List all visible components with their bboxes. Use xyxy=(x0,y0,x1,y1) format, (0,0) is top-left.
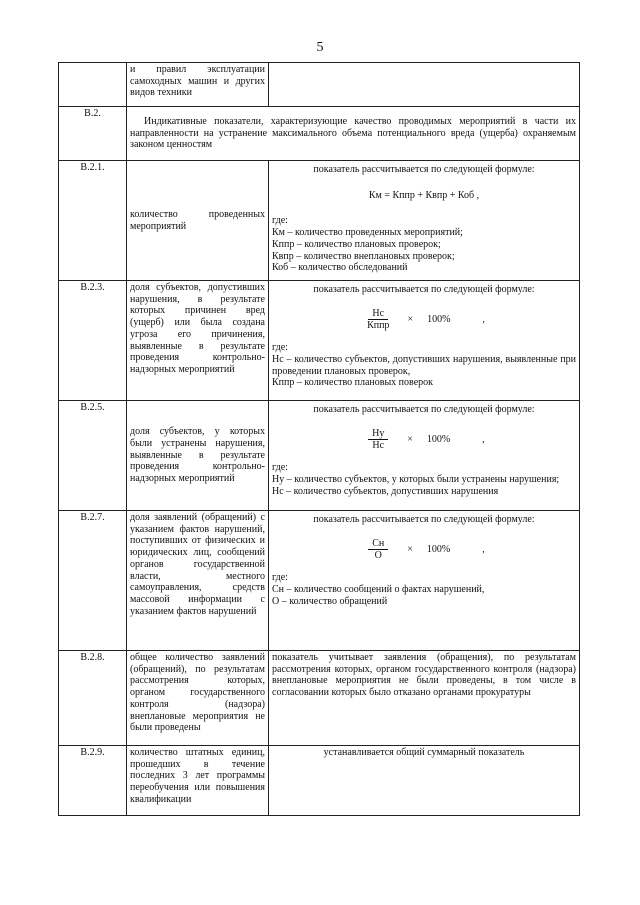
formula-title: показатель рассчитывается по следующей формуле: xyxy=(313,164,535,175)
fraction-numerator: Ну xyxy=(368,428,388,441)
formula-legend-line: Км – количество проведенных мероприятий; xyxy=(272,227,463,239)
indicators-table xyxy=(58,62,580,816)
row-description: количество проведенных мероприятий xyxy=(127,161,269,281)
fraction-denominator: Кппр xyxy=(367,320,390,332)
row-number: В.2.9. xyxy=(59,746,127,816)
where-label: где: xyxy=(272,215,288,227)
row-description: и правил эксплуатации самоходных машин и других видов техники xyxy=(127,63,269,107)
row-description: доля субъектов, у которых были устранены нарушения, выявленные в результате проведения контрольно-надзорных мероприятий xyxy=(127,401,269,511)
formula-title: показатель рассчитывается по следующей формуле: xyxy=(313,284,535,295)
table-row-b2 xyxy=(59,107,580,161)
formula-cell xyxy=(269,281,580,401)
row-value: показатель учитывает заявления (обращения), по результатам рассмотрения которых, органом государственного контроля (надзора) внеплановые мероприятия не были проведены, в том числе в согласовании которых было отказано органами прокуратуры xyxy=(269,651,580,746)
formula-legend-line: Кппр – количество плановых проверок; xyxy=(272,238,441,250)
formula-legend-line: Ну – количество субъектов, у которых были устранены нарушения; xyxy=(272,473,560,485)
formula: Км = Кппр + Квпр + Коб , xyxy=(368,189,480,201)
fraction xyxy=(363,308,393,332)
row-description: доля заявлений (обращений) с указанием фактов нарушений, поступивших от физических и юридических лиц, сообщений органов государственной власти, местного самоуправления, средств массовой информации с указанием фактов нарушений xyxy=(127,511,269,651)
formula-comma: , xyxy=(482,544,485,556)
formula-legend-line: Нс – количество субъектов, допустивших нарушения xyxy=(272,485,499,497)
formula xyxy=(272,538,576,562)
multiply-sign: × xyxy=(407,314,414,326)
formula-cell xyxy=(269,161,580,281)
row-number: В.2.8. xyxy=(59,651,127,746)
where-label: где: xyxy=(272,572,288,584)
where-label: где: xyxy=(272,342,288,354)
table-row-b29 xyxy=(59,746,580,816)
formula-comma: , xyxy=(482,434,485,446)
row-number: В.2. xyxy=(59,107,127,161)
section-heading: Индикативные показатели, характеризующие качество проводимых мероприятий в части их направленности на устранение максимального объема потенциального вреда (ущерба) охраняемым законом ценностям xyxy=(127,107,580,161)
formula-title: показатель рассчитывается по следующей формуле: xyxy=(313,514,535,525)
fraction-numerator: Нс xyxy=(368,308,388,321)
percent-factor: 100% xyxy=(427,314,451,326)
page-number: 5 xyxy=(316,40,324,55)
row-description: количество штатных единиц, прошедших в течение последних 3 лет программы переобучения или повышения квалификации xyxy=(127,746,269,816)
fraction xyxy=(363,538,393,562)
percent-factor: 100% xyxy=(426,544,451,556)
formula-cell xyxy=(269,511,580,651)
fraction xyxy=(363,428,393,452)
multiply-sign: × xyxy=(407,544,413,556)
row-value xyxy=(269,63,580,107)
row-description: общее количество заявлений (обращений), по результатам рассмотрения которых, органом государственного контроля (надзора) внеплановые мероприятия не были проведены xyxy=(127,651,269,746)
table-row-b28 xyxy=(59,651,580,746)
row-description: доля субъектов, допустивших нарушения, в результате которых причинен вред (ущерб) или была создана угроза его причинения, выявленные в результате проведения контрольно-надзорных мероприятий xyxy=(127,281,269,401)
formula xyxy=(272,308,576,332)
fraction-denominator: О xyxy=(374,550,382,562)
formula xyxy=(272,428,576,452)
table-row-continuation xyxy=(59,63,580,107)
multiply-sign: × xyxy=(407,434,413,446)
row-value: устанавливается общий суммарный показатель xyxy=(269,746,580,816)
formula-legend-line: Квпр – количество внеплановых проверок; xyxy=(272,250,455,262)
formula-comma: , xyxy=(482,314,485,326)
formula-legend-line: О – количество обращений xyxy=(272,595,388,607)
formula-legend-line: Нс – количество субъектов, допустивших нарушения, выявленные при проведении плановых проверок, xyxy=(272,353,576,377)
percent-factor: 100% xyxy=(426,434,451,446)
row-number: В.2.1. xyxy=(59,161,127,281)
fraction-denominator: Нс xyxy=(372,440,385,452)
formula-legend-line: Кппр – количество плановых поверок xyxy=(272,377,433,389)
fraction-numerator: Сн xyxy=(368,538,388,551)
table-row-b21 xyxy=(59,161,580,281)
row-number-cell xyxy=(59,63,127,107)
formula-legend-line: Сн – количество сообщений о фактах нарушений, xyxy=(272,583,485,595)
row-number: В.2.7. xyxy=(59,511,127,651)
table-row-b23 xyxy=(59,281,580,401)
where-label: где: xyxy=(272,462,288,474)
formula-cell xyxy=(269,401,580,511)
formula-legend-line: Коб – количество обследований xyxy=(272,262,408,274)
row-number: В.2.5. xyxy=(59,401,127,511)
table-row-b27 xyxy=(59,511,580,651)
row-number: В.2.3. xyxy=(59,281,127,401)
table-row-b25 xyxy=(59,401,580,511)
formula-title: показатель рассчитывается по следующей формуле: xyxy=(313,404,535,415)
